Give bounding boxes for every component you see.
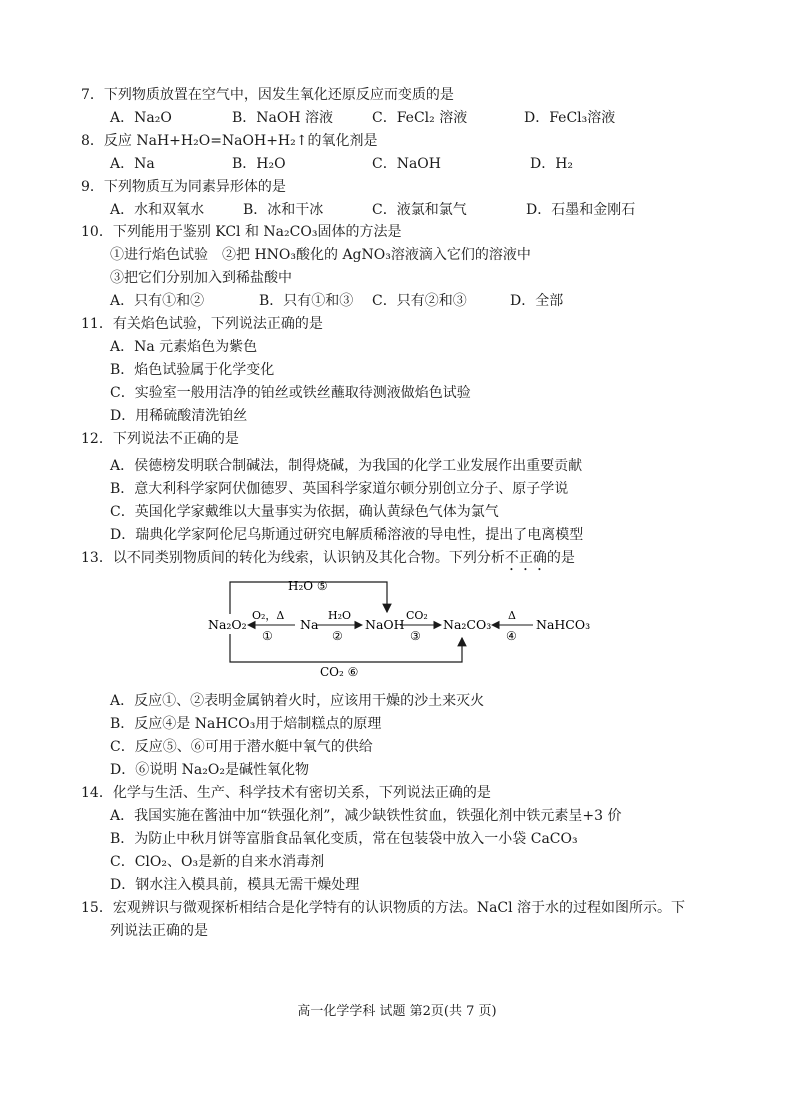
q12-option-b: B．意大利科学家阿伏伽德罗、英国科学家道尔顿分别创立分子、原子学说: [110, 481, 569, 497]
top-bracket-label: H₂O ⑤: [288, 579, 328, 593]
q10-option-a: A．只有①和②: [110, 293, 205, 309]
q11-option-c: C．实验室一般用洁净的铂丝或铁丝蘸取待测液做焰色试验: [110, 385, 471, 401]
q8-option-c: C．NaOH: [372, 156, 441, 172]
q12-option-a: A．侯德榜发明联合制碱法，制得烧碱，为我国的化学工业发展作出重要贡献: [110, 458, 583, 474]
page-footer: 高一化学学科 试题 第2页(共 7 页): [297, 1004, 497, 1019]
q7-option-a: A．Na₂O: [110, 110, 172, 126]
q8-option-d: D．H₂: [530, 156, 574, 172]
species-na2co3: Na₂CO₃: [443, 617, 492, 632]
question-12-stem: 12．下列说法不正确的是: [81, 431, 239, 447]
q11-option-a: A．Na 元素焰色为紫色: [110, 339, 258, 355]
bottom-bracket-label: CO₂ ⑥: [320, 665, 359, 679]
q10-methods-line2: ③把它们分别加入到稀盐酸中: [110, 270, 292, 286]
reaction-2-number: ②: [332, 629, 343, 643]
q10-option-b: B．只有①和③: [259, 293, 354, 309]
q9-option-c: C．液氯和氯气: [372, 202, 467, 218]
q12-option-d: D．瑞典化学家阿伦尼乌斯通过研究电解质稀溶液的导电性，提出了电离模型: [110, 527, 584, 543]
species-naoh: NaOH: [365, 617, 405, 632]
sodium-conversion-diagram: [200, 572, 600, 684]
question-10-stem: 10．下列能用于鉴别 KCl 和 Na₂CO₃固体的方法是: [81, 224, 402, 240]
question-13-stem: [81, 547, 575, 574]
species-na2o2: Na₂O₂: [208, 617, 247, 632]
question-8-stem: 8．反应 NaH+H₂O=NaOH+H₂↑的氧化剂是: [81, 133, 378, 149]
reaction-3-condition: CO₂: [406, 609, 428, 622]
q7-option-d: D．FeCl₃溶液: [524, 110, 616, 126]
question-9-stem: 9．下列物质互为同素异形体的是: [81, 179, 286, 195]
q8-option-b: B．H₂O: [232, 156, 286, 172]
q13-option-c: C．反应⑤、⑥可用于潜水艇中氧气的供给: [110, 739, 373, 755]
question-11-stem: 11．有关焰色试验，下列说法正确的是: [81, 316, 323, 332]
q10-option-d: D．全部: [510, 293, 564, 309]
q13-stem-pre: 13．以不同类别物质间的转化为线索，认识钠及其化合物。下列分析: [81, 550, 505, 566]
q13-option-b: B．反应④是 NaHCO₃用于焙制糕点的原理: [110, 716, 382, 732]
q14-option-d: D．钢水注入模具前，模具无需干燥处理: [110, 877, 360, 893]
reaction-3-number: ③: [410, 629, 421, 643]
reaction-4-number: ④: [506, 629, 517, 643]
question-15-stem-line2: 列说法正确的是: [110, 923, 208, 939]
question-15-stem-line1: 15．宏观辨识与微观探析相结合是化学特有的认识物质的方法。NaCl 溶于水的过程如图所示。下: [81, 900, 686, 916]
q9-option-b: B．冰和干冰: [243, 202, 324, 218]
q10-option-c: C．只有②和③: [372, 293, 467, 309]
reaction-1-number: ①: [262, 629, 273, 643]
question-14-stem: 14．化学与生活、生产、科学技术有密切关系，下列说法正确的是: [81, 785, 491, 801]
q13-option-a: A．反应①、②表明金属钠着火时，应该用干燥的沙土来灭火: [110, 693, 485, 709]
q14-option-a: A．我国实施在酱油中加“铁强化剂”，减少缺铁性贫血，铁强化剂中铁元素呈+3 价: [110, 808, 622, 824]
q12-option-c: C．英国化学家戴维以大量事实为依据，确认黄绿色气体为氯气: [110, 504, 499, 520]
q14-option-b: B．为防止中秋月饼等富脂食品氧化变质，常在包装袋中放入一小袋 CaCO₃: [110, 831, 578, 847]
q11-option-d: D．用稀硫酸清洗铂丝: [110, 408, 248, 424]
q13-stem-post: 的是: [546, 550, 575, 566]
question-7-stem: 7．下列物质放置在空气中，因发生氧化还原反应而变质的是: [81, 87, 454, 103]
q10-methods-line1: ①进行焰色试验 ②把 HNO₃酸化的 AgNO₃溶液滴入它们的溶液中: [110, 247, 531, 263]
species-nahco3: NaHCO₃: [536, 617, 591, 632]
q14-option-c: C．ClO₂、O₃是新的自来水消毒剂: [110, 854, 325, 870]
reaction-4-condition: Δ: [508, 609, 516, 622]
reaction-2-condition: H₂O: [328, 609, 352, 622]
q11-option-b: B．焰色试验属于化学变化: [110, 362, 275, 378]
q7-option-b: B．NaOH 溶液: [232, 110, 334, 126]
q7-option-c: C．FeCl₂ 溶液: [372, 110, 468, 126]
q9-option-d: D．石墨和金刚石: [526, 202, 636, 218]
q8-option-a: A．Na: [110, 156, 155, 172]
species-na: Na: [300, 617, 319, 632]
q13-stem-emphasis: 不正确: [504, 550, 547, 566]
q9-option-a: A．水和双氧水: [110, 202, 205, 218]
q13-option-d: D．⑥说明 Na₂O₂是碱性氧化物: [110, 762, 309, 778]
reaction-1-condition: O₂，Δ: [252, 609, 285, 622]
